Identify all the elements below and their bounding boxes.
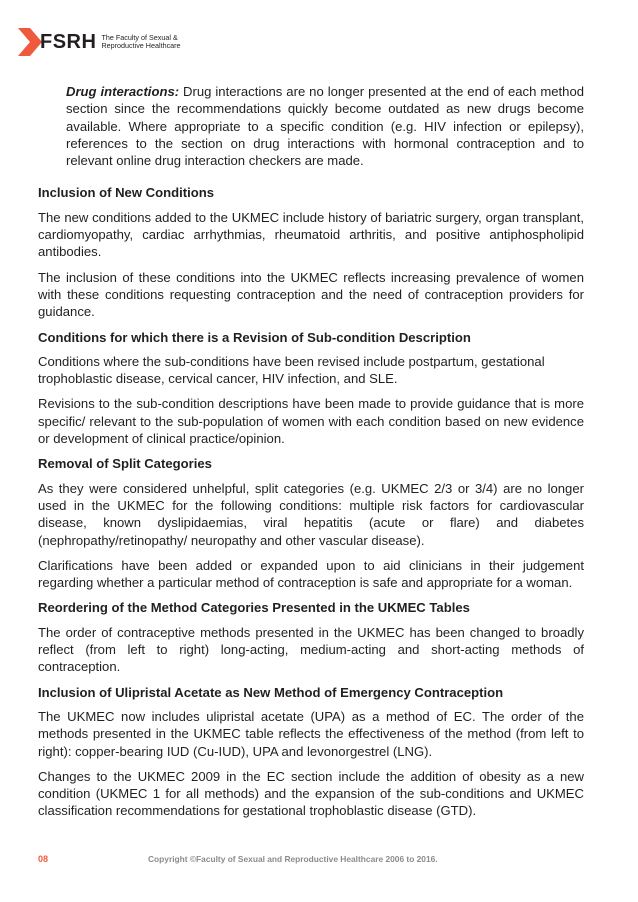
section-paragraph: Revisions to the sub-condition descriptions have been made to provide guidance that is more specific/ relevant to the sub-population of women with each condition based on new evidence or development of clinical practice/opinion. <box>38 396 584 447</box>
section-heading: Inclusion of New Conditions <box>38 185 215 201</box>
logo-subtitle-line2: Reproductive Healthcare <box>101 41 181 50</box>
section-paragraph: The new conditions added to the UKMEC include history of bariatric surgery, organ transplant, cardiomyopathy, cardiac arrhythmias, rheumatoid arthritis, and positive antiphospholipid antibodies. <box>38 209 584 260</box>
section-split-categories <box>38 455 584 591</box>
section-paragraph: The UKMEC now includes ulipristal acetate (UPA) as a method of EC. The order of the methods presented in the UKMEC table reflects the effectiveness of the method (from left to right): copper-bearing IUD (Cu-IUD), UPA and levonorgestrel (LNG). <box>38 708 584 759</box>
section-ulipristal-acetate <box>38 684 584 820</box>
section-paragraph: Conditions where the sub-conditions have been revised include postpartum, gestational trophoblastic disease, cervical cancer, HIV infection, and SLE. <box>38 353 545 387</box>
copyright-notice: Copyright ©Faculty of Sexual and Reproductive Healthcare 2006 to 2016. <box>148 854 438 864</box>
section-heading: Conditions for which there is a Revision of Sub-condition Description <box>38 329 471 345</box>
intro-lead: Drug interactions: <box>66 84 180 99</box>
document-body <box>38 83 584 828</box>
page-footer <box>38 854 598 864</box>
section-heading: Inclusion of Ulipristal Acetate as New Method of Emergency Contraception <box>38 684 504 700</box>
section-heading: Removal of Split Categories <box>38 456 212 472</box>
section-paragraph: As they were considered unhelpful, split categories (e.g. UKMEC 2/3 or 3/4) are no longer used in the UKMEC for the following conditions: multiple risk factors for cardiovascular disease, known dyslipidaemias, viral hepatitis (acute or flare) and diabetes (nephropathy/retinopathy/ neuropathy and other vascular disease). <box>38 480 584 548</box>
section-paragraph: The order of contraceptive methods presented in the UKMEC has been changed to broadly reflect (from left to right) long-acting, medium-acting and short-acting methods of contraception. <box>38 624 584 675</box>
drug-interactions-note <box>66 83 584 169</box>
section-sub-condition-revision <box>38 329 584 448</box>
logo-subtitle-line1: The Faculty of Sexual & <box>101 32 178 42</box>
section-method-reordering <box>38 599 584 675</box>
fsrh-chevron-logo-icon <box>18 28 42 56</box>
section-paragraph: Changes to the UKMEC 2009 in the EC section include the addition of obesity as a new condition (UKMEC 1 for all methods) and the expansion of the sub-conditions and UKMEC classification recommendations for gestational trophoblastic disease (GTD). <box>38 768 584 819</box>
section-paragraph: The inclusion of these conditions into the UKMEC reflects increasing prevalence of women with these conditions requesting contraception and the need of contraception providers for guidance. <box>38 269 584 320</box>
page-number: 08 <box>38 854 49 864</box>
section-new-conditions <box>38 184 584 320</box>
logo-subtitle <box>101 34 191 51</box>
fsrh-logo <box>18 28 191 56</box>
section-heading: Reordering of the Method Categories Presented in the UKMEC Tables <box>38 600 470 616</box>
logo-acronym: FSRH <box>40 31 97 53</box>
section-paragraph: Clarifications have been added or expanded upon to aid clinicians in their judgement regarding whether a particular method of contraception is safe and appropriate for a woman. <box>38 557 584 591</box>
intro-text: Drug interactions are no longer presented at the end of each method section since the recommendations quickly become outdated as new drugs become available. Where appropriate to a specific condition (e.g. HIV infection or epilepsy), references to the section on drug interactions with hormonal contraception and to relevant online drug interaction checkers are made. <box>66 84 585 169</box>
